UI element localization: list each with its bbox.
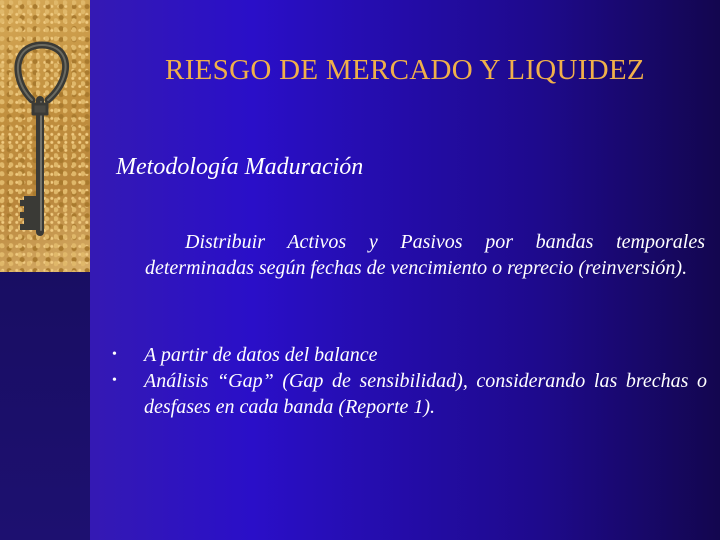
bullet-icon: • (112, 347, 117, 362)
bullet-list (112, 342, 707, 420)
bullet-icon: • (112, 373, 117, 388)
list-item (112, 368, 707, 420)
list-item-text: Análisis “Gap” (Gap de sensibilidad), considerando las brechas o desfases en cada banda (Reporte 1). (144, 370, 707, 418)
slide-title: RIESGO DE MERCADO Y LIQUIDEZ (165, 54, 645, 86)
list-item-text: A partir de datos del balance (144, 344, 378, 366)
slide-subtitle: Metodología Maduración (116, 154, 364, 180)
description-paragraph: Distribuir Activos y Pasivos por bandas temporales determinadas según fechas de vencimiento o reprecio (reinversión). (145, 231, 705, 279)
key-icon (0, 0, 90, 272)
key-image (0, 0, 90, 272)
list-item (112, 342, 707, 368)
